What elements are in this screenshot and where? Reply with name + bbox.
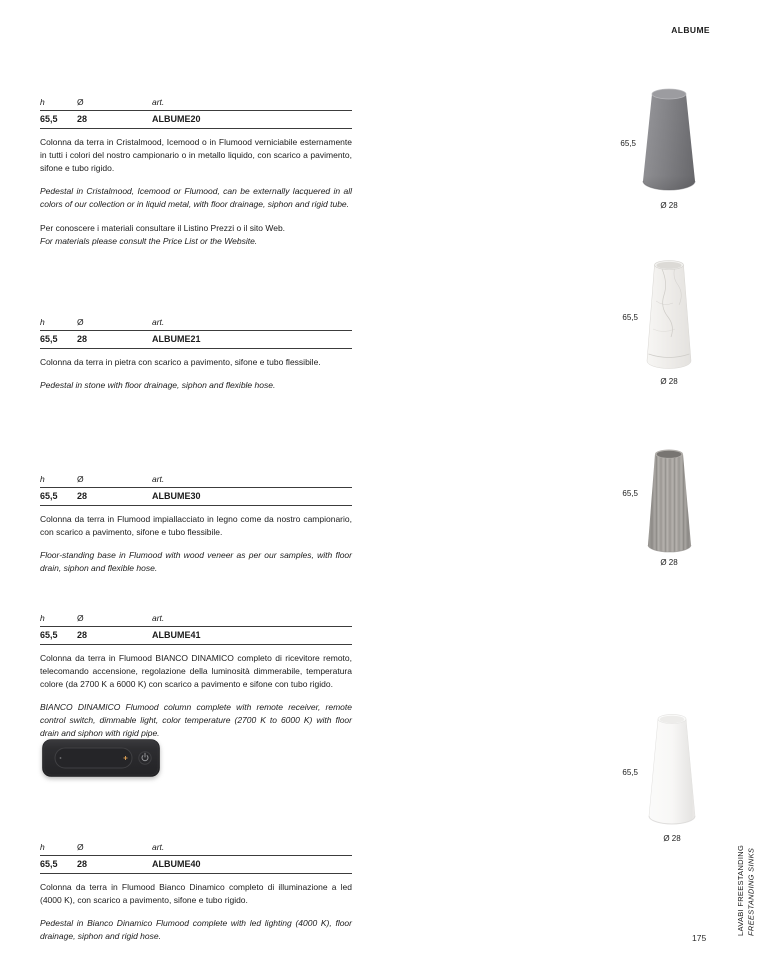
value-diameter: 28 [77, 630, 88, 640]
col-header-diameter: Ø [77, 474, 84, 484]
pedestal-column-image [644, 710, 700, 830]
materials-note-italian: Per conoscere i materiali consultare il Listino Prezzi o il sito Web. [40, 223, 286, 233]
col-header-h: h [40, 474, 45, 484]
spec-table-values [40, 627, 352, 645]
description-italian: Colonna da terra in Flumood impiallacciato in legno come da nostro campionario, con scarico a pavimento, sifone e tubo flessibile. [40, 514, 352, 537]
page-number: 175 [692, 933, 707, 943]
category-label-italian: LAVABI FREESTANDING [736, 844, 745, 936]
pedestal-column-image [642, 446, 696, 558]
value-art: ALBUME30 [152, 491, 201, 501]
col-header-diameter: Ø [77, 613, 84, 623]
materials-note [40, 222, 370, 248]
col-header-diameter: Ø [77, 317, 84, 327]
description-english: Floor-standing base in Flumood with wood veneer as per our samples, with floor drain, siphon and flexible hose. [40, 550, 352, 573]
value-diameter: 28 [77, 334, 88, 344]
figure-diameter-label: Ø 28 [660, 558, 678, 567]
spec-table [40, 842, 352, 874]
col-header-diameter: Ø [77, 842, 84, 852]
value-art: ALBUME41 [152, 630, 201, 640]
value-diameter: 28 [77, 859, 88, 869]
value-art: ALBUME20 [152, 114, 201, 124]
spec-table-header [40, 97, 352, 111]
figure-diameter-label: Ø 28 [660, 377, 678, 386]
description-english: Pedestal in Cristalmood, Icemood or Flumood, can be externally lacquered in all colors of our collection or in liquid metal, with floor drainage, siphon and rigid tube. [40, 186, 352, 209]
value-h: 65,5 [40, 859, 58, 869]
description-english: Pedestal in stone with floor drainage, siphon and flexible hose. [40, 380, 276, 390]
spec-table-values [40, 111, 352, 129]
description-italian: Colonna da terra in Flumood BIANCO DINAMICO completo di ricevitore remoto, telecomando accensione, regolazione della luminosità dimmerabile, temperatura colore (da 2700 K a 6000 K) con scarico a pavimento e sifone con tubo rigido. [40, 653, 352, 689]
value-h: 65,5 [40, 114, 58, 124]
figure-height-label: 65,5 [622, 489, 638, 498]
description-english: BIANCO DINAMICO Flumood column complete with remote receiver, remote control switch, dimmable light, color temperature (2700 K to 6000 K) with floor drain and siphon with rigid pipe. [40, 702, 352, 738]
spec-table-values [40, 856, 352, 874]
product-figure-albume30 [598, 444, 738, 572]
product-block-albume41 [40, 613, 352, 740]
spec-table [40, 97, 352, 129]
product-figure-albume40-41 [598, 708, 738, 844]
col-header-h: h [40, 842, 45, 852]
description-italian: Colonna da terra in pietra con scarico a pavimento, sifone e tubo flessibile. [40, 357, 321, 367]
col-header-h: h [40, 317, 45, 327]
value-h: 65,5 [40, 630, 58, 640]
description-english: Pedestal in Bianco Dinamico Flumood complete with led lighting (4000 K), floor drainage, siphon and rigid hose. [40, 918, 352, 941]
value-h: 65,5 [40, 491, 58, 501]
product-block-albume21 [40, 317, 352, 392]
col-header-h: h [40, 97, 45, 107]
page-title: ALBUME [671, 25, 710, 35]
value-art: ALBUME21 [152, 334, 201, 344]
spec-table-header [40, 842, 352, 856]
category-label-english: FREESTANDING SINKS [746, 847, 756, 936]
value-diameter: 28 [77, 491, 88, 501]
figure-height-label: 65,5 [620, 139, 636, 148]
figure-diameter-label: Ø 28 [660, 201, 678, 210]
value-art: ALBUME40 [152, 859, 201, 869]
product-block-albume30 [40, 474, 352, 575]
description-italian: Colonna da terra in Cristalmood, Icemood o in Flumood verniciabile esternamente in tutti i colori del nostro campionario o in metallo liquido, con scarico a pavimento, sifone e tubo rigido. [40, 137, 352, 173]
category-side-label [736, 818, 760, 936]
product-block-albume20 [40, 97, 352, 211]
col-header-h: h [40, 613, 45, 623]
figure-height-label: 65,5 [622, 768, 638, 777]
figure-diameter-label: Ø 28 [663, 834, 681, 843]
pedestal-column-image [642, 257, 696, 375]
col-header-art: art. [152, 97, 165, 107]
value-diameter: 28 [77, 114, 88, 124]
col-header-art: art. [152, 842, 165, 852]
product-block-albume40 [40, 842, 352, 943]
value-h: 65,5 [40, 334, 58, 344]
col-header-art: art. [152, 474, 165, 484]
spec-table [40, 474, 352, 506]
col-header-art: art. [152, 317, 165, 327]
remote-control-image [42, 739, 160, 777]
spec-table-header [40, 317, 352, 331]
spec-table [40, 613, 352, 645]
pedestal-column-image [640, 86, 698, 196]
dim-minus-dot [60, 757, 62, 759]
spec-table-values [40, 331, 352, 349]
col-header-diameter: Ø [77, 97, 84, 107]
spec-table-header [40, 613, 352, 627]
remote-control-graphic [42, 739, 160, 777]
spec-table-values [40, 488, 352, 506]
materials-note-english: For materials please consult the Price List or the Website. [40, 236, 258, 246]
product-figure-albume21 [598, 255, 738, 391]
spec-table-header [40, 474, 352, 488]
col-header-art: art. [152, 613, 165, 623]
product-figure-albume20 [596, 84, 736, 214]
spec-table [40, 317, 352, 349]
description-italian: Colonna da terra in Flumood Bianco Dinamico completo di illuminazione a led (4000 K), con scarico a pavimento, sifone e tubo rigido. [40, 882, 352, 905]
figure-height-label: 65,5 [622, 313, 638, 322]
